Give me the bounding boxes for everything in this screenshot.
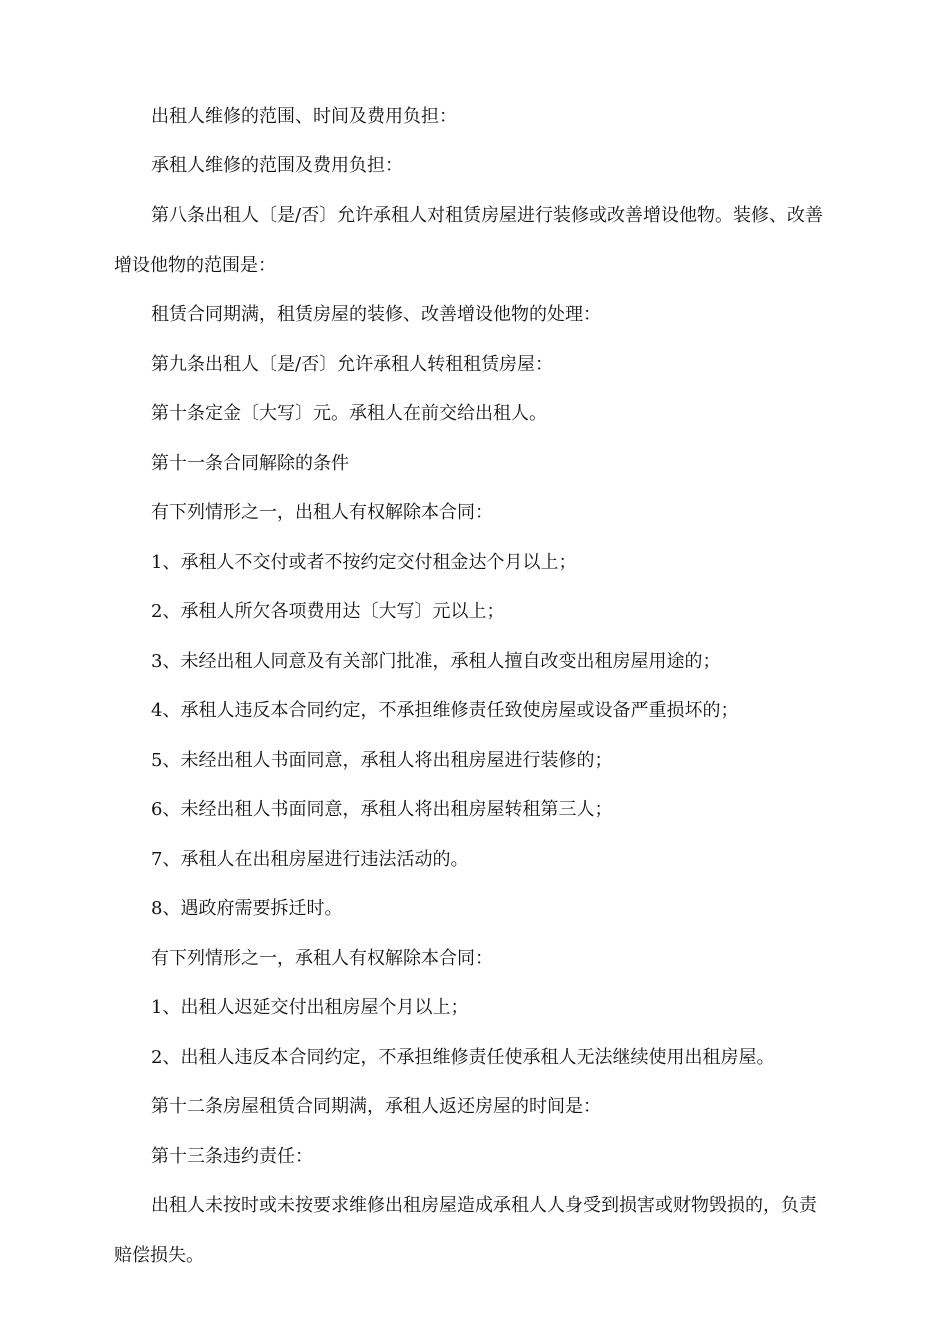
paragraph-article-12: 第十二条房屋租赁合同期满，承租人返还房屋的时间是： [151,1096,601,1117]
list-item-tenant-1: 1、出租人迟延交付出租房屋个月以上； [151,997,469,1018]
paragraph-article-10: 第十条定金〔大写〕元。承租人在前交给出租人。 [151,403,547,424]
list-item-tenant-2: 2、出租人违反本合同约定，不承担维修责任使承租人无法继续使用出租房屋。 [151,1047,775,1068]
list-item-landlord-7: 7、承租人在出租房屋进行违法活动的。 [151,849,469,870]
paragraph-article-9: 第九条出租人〔是/否〕允许承租人转租租赁房屋： [151,354,554,375]
list-item-landlord-2: 2、承租人所欠各项费用达〔大写〕元以上； [151,601,505,622]
list-item-landlord-4: 4、承租人违反本合同约定，不承担维修责任致使房屋或设备严重损坏的； [151,700,739,721]
paragraph-tenant-repair: 承租人维修的范围及费用负担： [151,155,403,176]
paragraph-landlord-repair: 出租人维修的范围、时间及费用负担： [151,106,457,127]
paragraph-breach-liability: 出租人未按时或未按要求维修出租房屋造成承租人人身受到损害或财物毁损的，负责赔偿损失。 [114,1195,817,1266]
paragraph-landlord-terminate: 有下列情形之一，出租人有权解除本合同： [151,502,493,523]
paragraph-article-13: 第十三条违约责任： [151,1146,313,1167]
list-item-landlord-8: 8、遇政府需要拆迁时。 [151,898,343,919]
paragraph-article-11: 第十一条合同解除的条件 [151,453,349,474]
list-item-landlord-1: 1、承租人不交付或者不按约定交付租金达个月以上； [151,552,577,573]
list-item-landlord-3: 3、未经出租人同意及有关部门批准，承租人擅自改变出租房屋用途的； [151,651,721,672]
paragraph-tenant-terminate: 有下列情形之一，承租人有权解除本合同： [151,948,493,969]
list-item-landlord-5: 5、未经出租人书面同意，承租人将出租房屋进行装修的； [151,750,613,771]
list-item-landlord-6: 6、未经出租人书面同意，承租人将出租房屋转租第三人； [151,799,613,820]
paragraph-renovation-handling: 租赁合同期满，租赁房屋的装修、改善增设他物的处理： [151,304,601,325]
paragraph-article-8: 第八条出租人〔是/否〕允许承租人对租赁房屋进行装修或改善增设他物。装修、改善增设他物的范围是： [114,205,824,276]
